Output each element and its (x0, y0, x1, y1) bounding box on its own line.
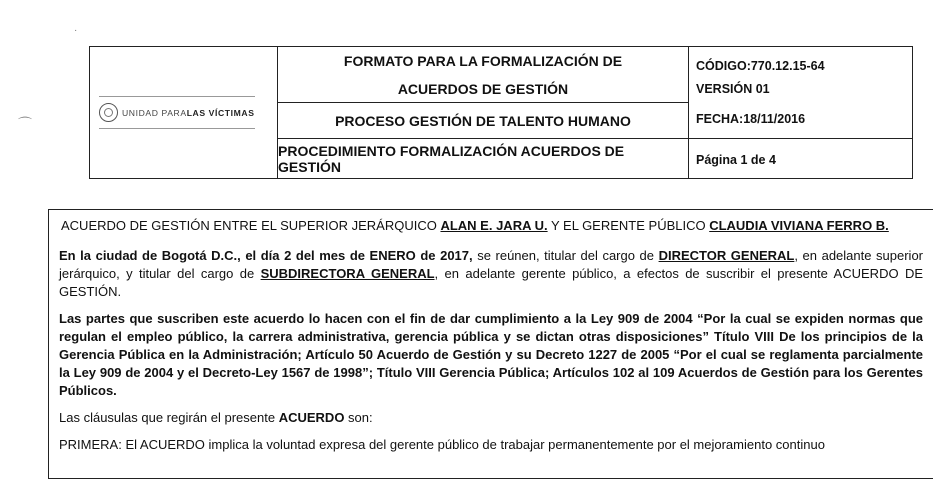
paragraph-legal-basis: Las partes que suscriben este acuerdo lo hacen con el fin de dar cumplimiento a la Ley 909 de 2004 “Por la cual se expiden normas que regulan el empleo público, la carrera administrativa, gerencia pública y se dictan otras disposiciones” Título VIII De los principios de la Gerencia Pública en la Administración; Artículo 50 Acuerdo de Gestión y su Decreto 1227 de 2005 “Por el cual se reglamenta parcialmente la Ley 909 de 2004 y el Decreto-Ley 1567 de 1998”; Título VIII Gerencia Pública; Artículos 102 al 109 Acuerdos de Gestión para los Gerentes Públicos. (59, 311, 923, 398)
scan-speck: · (74, 25, 78, 36)
position-director: DIRECTOR GENERAL (658, 248, 795, 263)
document-header-table (89, 46, 913, 179)
logo-text-a: UNIDAD PARA (122, 107, 187, 118)
paragraph-clauses-intro (59, 409, 923, 427)
paragraph-text: se reúnen, titular del cargo de (472, 248, 659, 263)
seal-icon (99, 103, 118, 122)
place-date-text: En la ciudad de Bogotá D.C., el día 2 del mes de ENERO de 2017, (59, 248, 473, 263)
manager-name: CLAUDIA VIVIANA FERRO B. (709, 218, 889, 233)
position-subdirector: SUBDIRECTORA GENERAL (260, 266, 435, 281)
document-date: FECHA:18/11/2016 (689, 103, 912, 139)
paragraph-text: , en adelante gerente público, a efectos de suscribir el presente ACUERDO DE GESTIÓN. (59, 266, 924, 299)
document-version: VERSIÓN 01 (696, 82, 770, 96)
format-title-line2: ACUERDOS DE GESTIÓN (397, 81, 569, 97)
paragraph-text: Las cláusulas que regirán el presente (59, 410, 279, 425)
paragraph-text: son: (344, 410, 373, 425)
code-cell (689, 47, 912, 103)
logo-cell (90, 47, 278, 178)
document-code: CÓDIGO:770.12.15-64 (696, 59, 825, 73)
superior-name: ALAN E. JARA U. (440, 218, 548, 233)
paragraph-parties (59, 247, 923, 301)
procedure-name: PROCEDIMIENTO FORMALIZACIÓN ACUERDOS DE GESTIÓN (278, 139, 689, 178)
clause-first: PRIMERA: El ACUERDO implica la voluntad expresa del gerente público de trabajar permanentemente por el mejoramiento continuo (59, 437, 825, 452)
scan-speck: ⌒ (18, 116, 32, 132)
document-body (48, 209, 933, 479)
format-title-line1: FORMATO PARA LA FORMALIZACIÓN DE (343, 53, 623, 69)
agreement-heading (59, 217, 923, 235)
logo (99, 96, 255, 129)
heading-text: ACUERDO DE GESTIÓN ENTRE EL SUPERIOR JERÁRQUICO (61, 218, 441, 233)
heading-text: Y EL GERENTE PÚBLICO (547, 218, 710, 233)
paragraph-text: , en adelante superior jerárquico, y titular del cargo de (59, 248, 924, 281)
logo-text-b: LAS VÍCTIMAS (186, 107, 255, 118)
process-name: PROCESO GESTIÓN DE TALENTO HUMANO (278, 103, 689, 139)
page-number: Página 1 de 4 (696, 153, 776, 167)
format-title (278, 47, 689, 103)
agreement-word: ACUERDO (278, 410, 345, 425)
